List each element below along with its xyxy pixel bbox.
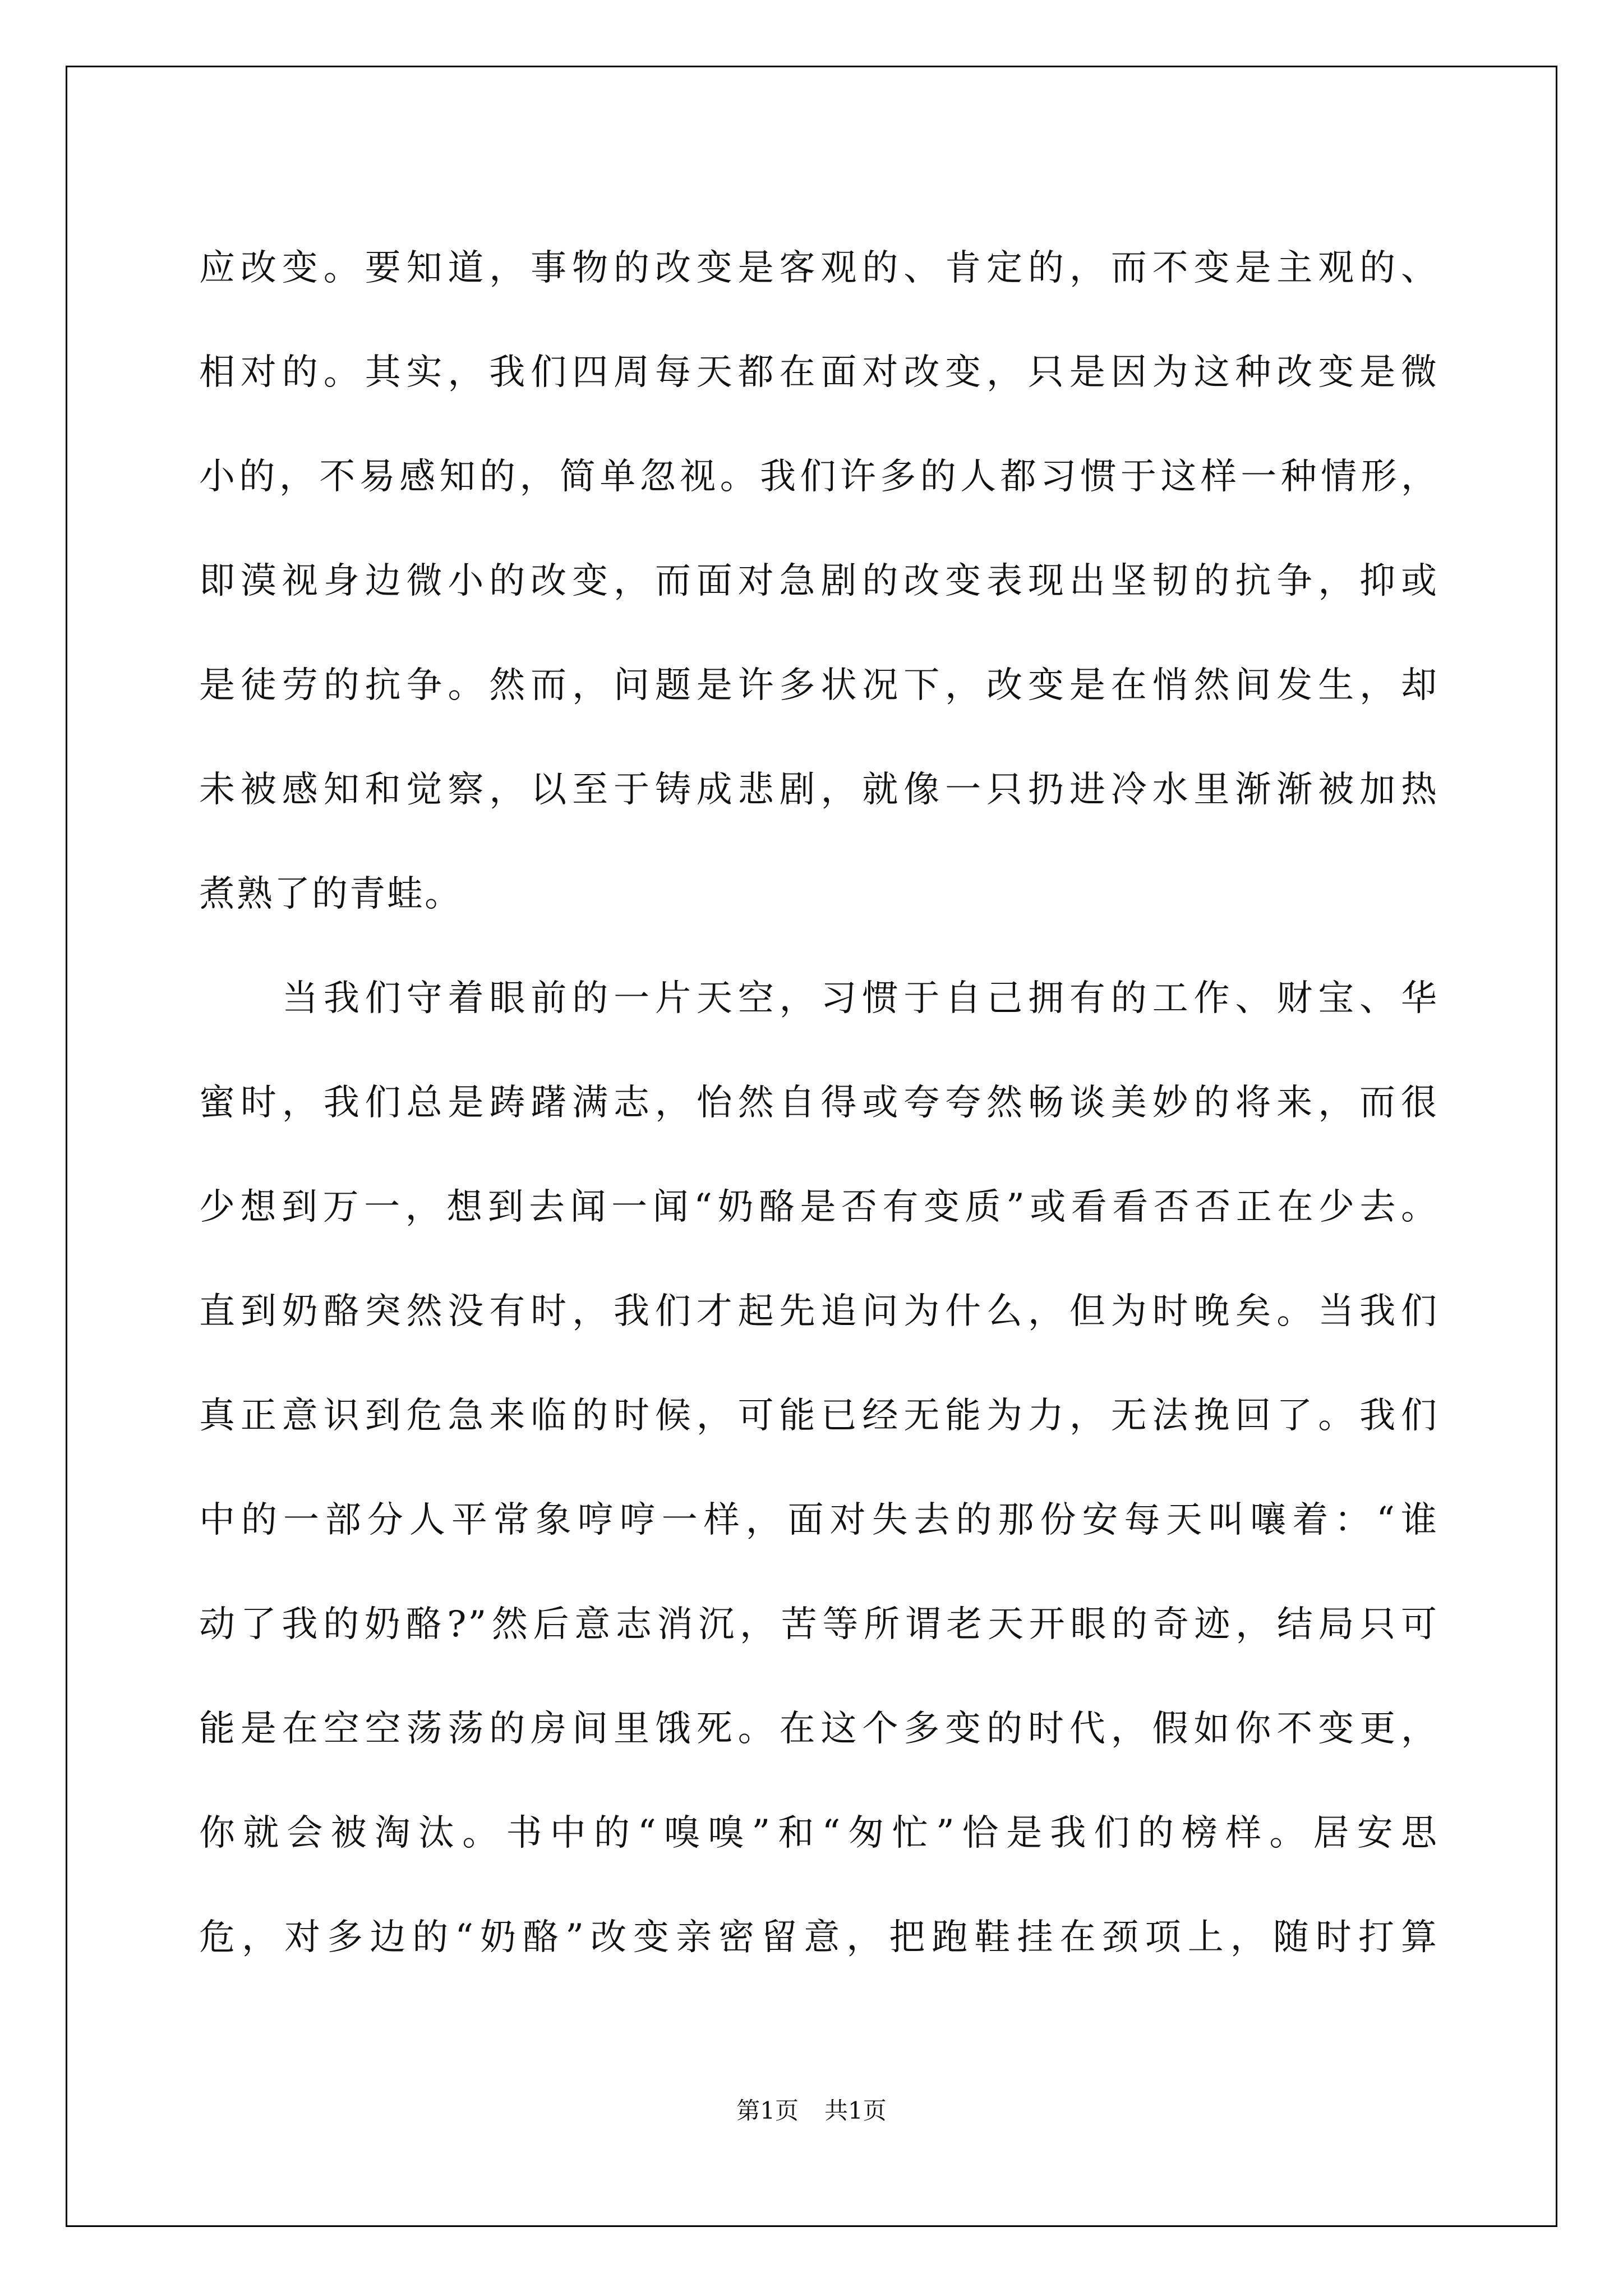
- text-line: 相对的。其实，我们四周每天都在面对改变，只是因为这种改变是微: [199, 352, 1438, 393]
- text-line: 小的，不易感知的，简单忽视。我们许多的人都习惯于这样一种情形，: [199, 456, 1438, 498]
- text-line: 真正意识到危急来临的时候，可能已经无能为力，无法挽回了。我们: [199, 1395, 1438, 1437]
- text-line: 动了我的奶酪?”然后意志消沉，苦等所谓老天开眼的奇迹，结局只可: [199, 1604, 1438, 1645]
- text-line: 即漠视身边微小的改变，而面对急剧的改变表现出坚韧的抗争，抑或: [199, 560, 1438, 602]
- page-number: 第1页: [736, 2097, 799, 2124]
- text-line: 能是在空空荡荡的房间里饿死。在这个多变的时代，假如你不变更，: [199, 1708, 1438, 1750]
- text-line: 你就会被淘汰。书中的“嗅嗅”和“匆忙”恰是我们的榜样。居安思: [199, 1812, 1438, 1854]
- text-line: 少想到万一，想到去闻一闻“奶酪是否有变质”或看看否否正在少去。: [199, 1186, 1438, 1228]
- paragraph-first-line: 当我们守着眼前的一片天空，习惯于自己拥有的工作、财宝、华: [282, 978, 1438, 1019]
- page-total: 共1页: [824, 2097, 887, 2124]
- text-line: 蜜时，我们总是踌躇满志，怡然自得或夸夸然畅谈美妙的将来，而很: [199, 1082, 1438, 1124]
- text-line: 未被感知和觉察，以至于铸成悲剧，就像一只扔进冷水里渐渐被加热: [199, 769, 1438, 811]
- text-line: 危，对多边的“奶酪”改变亲密留意，把跑鞋挂在颈项上，随时打算: [199, 1917, 1438, 1958]
- text-line: 直到奶酪突然没有时，我们才起先追问为什么，但为时晚矣。当我们: [199, 1291, 1438, 1332]
- text-line: 煮熟了的青蛙。: [199, 873, 462, 915]
- text-line: 应改变。要知道，事物的改变是客观的、肯定的，而不变是主观的、: [199, 247, 1438, 289]
- page-footer: [0, 2092, 1623, 2126]
- text-line: 中的一部分人平常象哼哼一样，面对失去的那份安每天叫嚷着：“谁: [199, 1499, 1438, 1541]
- text-line: 是徒劳的抗争。然而，问题是许多状况下，改变是在悄然间发生，却: [199, 665, 1438, 706]
- document-body: [199, 216, 1438, 1990]
